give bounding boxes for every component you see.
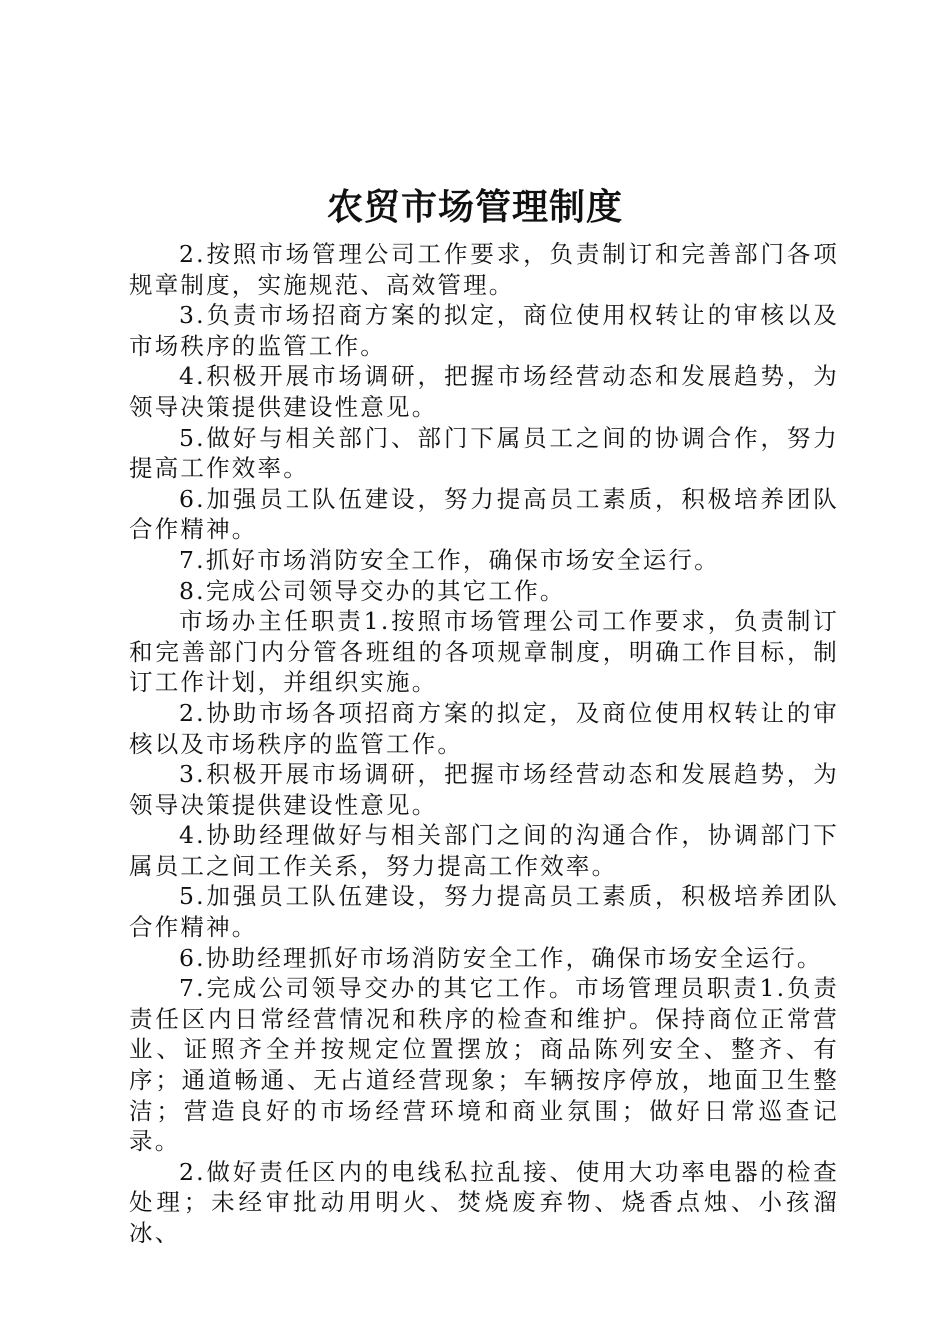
paragraph: 市场办主任职责1.按照市场管理公司工作要求，负责制订和完善部门内分管各班组的各项规章制度，明确工作目标，制订工作计划，并组织实施。 [129, 607, 839, 697]
paragraph: 5.加强员工队伍建设，努力提高员工素质，积极培养团队合作精神。 [129, 882, 839, 942]
paragraph: 2.按照市场管理公司工作要求，负责制订和完善部门各项规章制度，实施规范、高效管理。 [129, 240, 839, 299]
paragraph: 3.负责市场招商方案的拟定，商位使用权转让的审核以及市场秩序的监管工作。 [129, 301, 839, 360]
document-body [129, 239, 839, 1249]
paragraph: 3.积极开展市场调研，把握市场经营动态和发展趋势，为领导决策提供建设性意见。 [129, 760, 839, 819]
paragraph: 7.抓好市场消防安全工作，确保市场安全运行。 [179, 545, 720, 574]
paragraph: 4.积极开展市场调研，把握市场经营动态和发展趋势，为领导决策提供建设性意见。 [129, 362, 839, 421]
document-title: 农贸市场管理制度 [326, 187, 623, 228]
paragraph: 4.协助经理做好与相关部门之间的沟通合作，协调部门下属员工之间工作关系，努力提高工作效率。 [129, 821, 839, 880]
paragraph: 6.加强员工队伍建设，努力提高员工素质，积极培养团队合作精神。 [129, 484, 839, 544]
paragraph: 6.协助经理抓好市场消防安全工作，确保市场安全运行。 [179, 943, 823, 972]
paragraph: 7.完成公司领导交办的其它工作。市场管理员职责1.负责责任区内日常经营情况和秩序的检查和维护。保持商位正常营业、证照齐全并按规定位置摆放；商品陈列安全、整齐、有序；通道畅通、无占道经营现象；车辆按序停放，地面卫生整洁；营造良好的市场经营环境和商业氛围；做好日常巡查记录。 [129, 974, 839, 1156]
paragraph: 8.完成公司领导交办的其它工作。 [179, 576, 566, 605]
paragraph: 2.做好责任区内的电线私拉乱接、使用大功率电器的检查处理；未经审批动用明火、焚烧废弃物、烧香点烛、小孩溜冰、 [129, 1157, 839, 1247]
paragraph: 2.协助市场各项招商方案的拟定，及商位使用权转让的审核以及市场秩序的监管工作。 [129, 698, 839, 758]
paragraph: 5.做好与相关部门、部门下属员工之间的协调合作，努力提高工作效率。 [129, 423, 839, 483]
